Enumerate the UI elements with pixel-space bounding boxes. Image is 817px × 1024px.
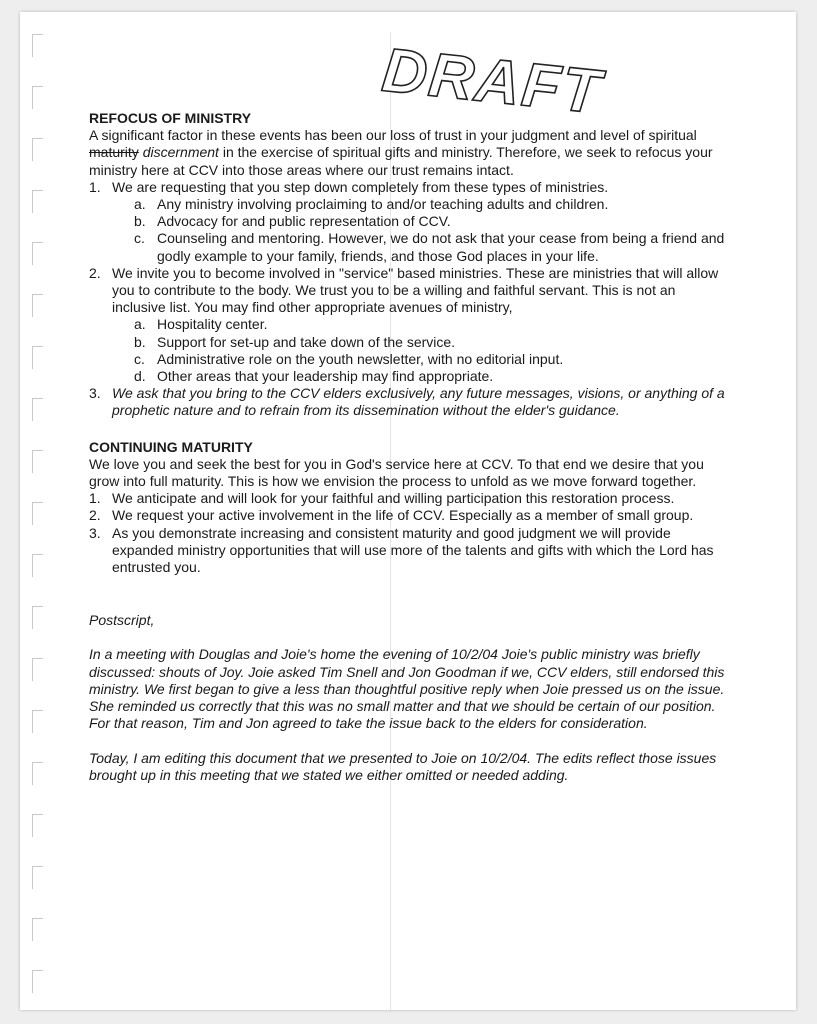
binder-hole: [32, 242, 43, 265]
sub-list-letter: b.: [134, 213, 146, 230]
binder-hole: [32, 138, 43, 161]
struck-word: maturity: [89, 144, 139, 161]
binder-hole: [32, 190, 43, 213]
binder-hole: [32, 658, 43, 681]
list-number: 2.: [89, 264, 101, 281]
binder-hole: [32, 346, 43, 369]
sub-list-text: Hospitality center.: [157, 316, 268, 333]
inserted-word: discernment: [142, 144, 219, 161]
list-number: 3.: [89, 524, 101, 541]
binder-hole: [32, 398, 43, 421]
binder-holes: [32, 12, 52, 1010]
sub-list-letter: b.: [134, 333, 146, 350]
list-item: [89, 507, 729, 524]
sub-list-letter: d.: [134, 368, 146, 385]
sub-list-item: [89, 196, 729, 213]
refocus-list: [89, 179, 729, 420]
sub-list-text: Counseling and mentoring. However, we do not ask that your cease from being a friend and godly example to your family, friends, and those God places in your life.: [157, 230, 725, 264]
draft-stamp-text: DRAFT: [379, 35, 606, 128]
refocus-intro: [89, 127, 729, 179]
list-item: [89, 265, 729, 317]
binder-hole: [32, 918, 43, 941]
document-body: [89, 110, 729, 784]
list-number: 3.: [89, 385, 101, 402]
list-item-text: We invite you to become involved in "service" based ministries. These are ministries that will allow you to contribute to the body. We trust you to be a willing and faithful servant. This is not an inclusive list. You may find other appropriate avenues of ministry,: [112, 264, 719, 316]
sub-list-letter: a.: [134, 316, 146, 333]
sub-list-text: Other areas that your leadership may find appropriate.: [157, 368, 494, 385]
list-item: [89, 490, 729, 507]
list-item: [89, 179, 729, 196]
binder-hole: [32, 502, 43, 525]
list-number: 2.: [89, 507, 101, 524]
sub-list-text: Administrative role on the youth newsletter, with no editorial input.: [157, 350, 564, 367]
list-item-text: We request your active involvement in the life of CCV. Especially as a member of small group.: [112, 507, 694, 524]
refocus-intro-text: A significant factor in these events has been our loss of trust in your judgment and level of spiritual: [89, 127, 697, 144]
postscript-title: Postscript,: [89, 612, 155, 629]
refocus-intro-rest: in the exercise of spiritual gifts and ministry. Therefore, we seek to refocus your ministry here at CCV into those areas where our trust remains intact.: [89, 144, 713, 178]
sub-list-item: [89, 351, 729, 368]
binder-hole: [32, 762, 43, 785]
binder-hole: [32, 554, 43, 577]
document-page: [20, 12, 796, 1010]
sub-list-text: Any ministry involving proclaiming to and/or teaching adults and children.: [157, 196, 609, 213]
list-item-text: As you demonstrate increasing and consistent maturity and good judgment we will provide expanded ministry opportunities that will use more of the talents and gifts with which the Lord has entrusted you.: [112, 524, 714, 576]
sub-list-text: Advocacy for and public representation of CCV.: [157, 213, 451, 230]
binder-hole: [32, 294, 43, 317]
draft-stamp: [379, 34, 606, 128]
sub-list-item: [89, 316, 729, 333]
binder-hole: [32, 710, 43, 733]
binder-hole: [32, 34, 43, 57]
sub-list-item: [89, 230, 729, 264]
sub-list-text: Support for set-up and take down of the service.: [157, 333, 456, 350]
refocus-heading: REFOCUS OF MINISTRY: [89, 110, 252, 126]
sub-list-letter: a.: [134, 196, 146, 213]
binder-hole: [32, 970, 43, 993]
list-number: 1.: [89, 178, 101, 195]
list-number: 1.: [89, 490, 101, 507]
sub-list-letter: c.: [134, 230, 145, 247]
list-item: [89, 385, 729, 419]
binder-hole: [32, 814, 43, 837]
postscript-paragraph: In a meeting with Douglas and Joie's home the evening of 10/2/04 Joie's public ministry was briefly discussed: shouts of Joy. Joie asked Tim Snell and Jon Goodman if we, CCV elders, still endorsed this ministry. We first began to give a less than thoughtful positive reply when Joie pressed us on the issue. She reminded us correctly that this was no small matter and that we should be certain of our position. For that reason, Tim and Jon agreed to take the issue back to the elders for consideration.: [89, 646, 725, 732]
sub-list-item: [89, 213, 729, 230]
sub-list-letter: c.: [134, 350, 145, 367]
sub-list-item: [89, 368, 729, 385]
list-item: [89, 525, 729, 577]
continuing-heading: CONTINUING MATURITY: [89, 438, 253, 455]
binder-hole: [32, 86, 43, 109]
continuing-list: [89, 490, 729, 576]
binder-hole: [32, 450, 43, 473]
continuing-intro: We love you and seek the best for you in God's service here at CCV. To that end we desire that you grow into full maturity. This is how we envision the process to unfold as we move forward together.: [89, 455, 704, 490]
list-item-text: We are requesting that you step down completely from these types of ministries.: [112, 178, 609, 195]
postscript-paragraph: Today, I am editing this document that we presented to Joie on 10/2/04. The edits reflect those issues brought up in this meeting that we stated we either omitted or needed adding.: [89, 749, 717, 783]
list-item-text: We ask that you bring to the CCV elders exclusively, any future messages, visions, or anything of a prophetic nature and to refrain from its dissemination without the elder's guidance.: [112, 385, 725, 419]
binder-hole: [32, 866, 43, 889]
list-item-text: We anticipate and will look for your faithful and willing participation this restoration process.: [112, 490, 675, 507]
binder-hole: [32, 606, 43, 629]
sub-list-item: [89, 334, 729, 351]
